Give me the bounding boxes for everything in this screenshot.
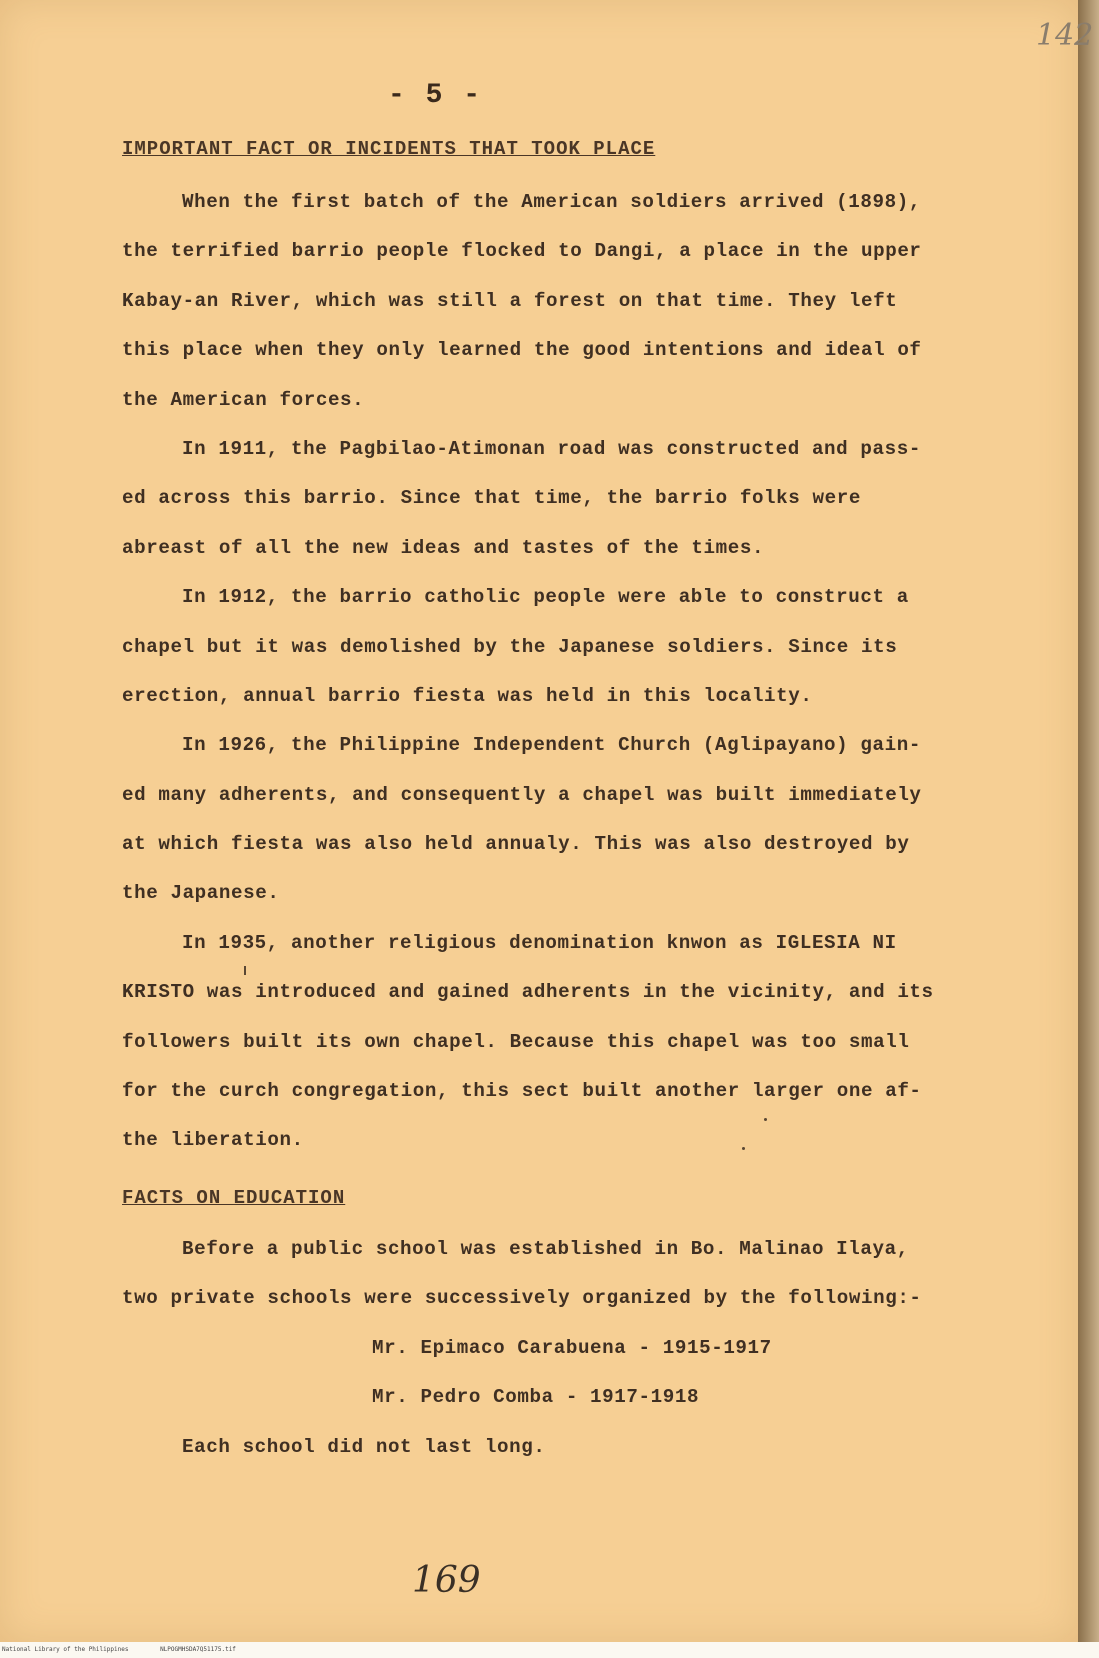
text-line: the Japanese. [122, 882, 280, 905]
footer-library: National Library of the Philippines [2, 1646, 129, 1653]
teacher-entry: Mr. Epimaco Carabuena - 1915-1917 [372, 1336, 772, 1359]
text-line: at which fiesta was also held annualy. This was also destroyed by [122, 833, 910, 856]
text-line: ed many adherents, and consequently a chapel was built immediately [122, 783, 922, 806]
text-line: chapel but it was demolished by the Japanese soldiers. Since its [122, 635, 898, 658]
text-line: Before a public school was established in Bo. Malinao Ilaya, [182, 1238, 909, 1260]
text-line: In 1926, the Philippine Independent Church (Aglipayano) gain- [182, 734, 921, 757]
text-line: erection, annual barrio fiesta was held in this locality. [122, 684, 813, 707]
text-line: ed across this barrio. Since that time, the barrio folks were [122, 487, 861, 510]
section-heading-important-facts: IMPORTANT FACT OR INCIDENTS THAT TOOK PLACE [122, 138, 656, 160]
section-heading-education: FACTS ON EDUCATION [122, 1187, 346, 1209]
teacher-entry: Mr. Pedro Comba - 1917-1918 [372, 1386, 700, 1409]
stray-mark [764, 1118, 767, 1121]
text-line: When the first batch of the American soldiers arrived (1898), [182, 191, 921, 213]
text-line: In 1935, another religious denomination knwon as IGLESIA NI [182, 931, 897, 954]
text-line: abreast of all the new ideas and tastes of the times. [122, 536, 765, 559]
text-line: In 1911, the Pagbilao-Atimonan road was constructed and pass- [182, 437, 921, 460]
text-line: the terrified barrio people flocked to Dangi, a place in the upper [122, 240, 922, 263]
footer-filename: NLPOGMHSDA7Q51175.tif [160, 1646, 236, 1653]
section-body-education [122, 1225, 967, 1472]
page-number: - 5 - [388, 80, 483, 111]
text-line: Kabay-an River, which was still a forest on that time. They left [122, 289, 898, 312]
text-line: Each school did not last long. [182, 1435, 546, 1458]
text-line: KRISTO was introduced and gained adherents in the vicinity, and its [122, 981, 934, 1004]
text-line: In 1912, the barrio catholic people were able to construct a [182, 586, 909, 609]
stray-mark [742, 1147, 745, 1150]
text-line: followers built its own chapel. Because this chapel was too small [122, 1030, 910, 1053]
text-line: the American forces. [122, 388, 365, 411]
scan-footer [2, 1646, 264, 1653]
handwritten-page-number: 169 [412, 1560, 481, 1601]
section-body-important-facts [122, 178, 967, 1166]
scan-right-edge [1078, 0, 1099, 1658]
text-line: this place when they only learned the good intentions and ideal of [122, 339, 922, 362]
text-line: two private schools were successively organized by the following:- [122, 1287, 922, 1310]
stray-mark [244, 966, 246, 975]
handwritten-corner-number: 142 [1036, 18, 1094, 53]
text-line: the liberation. [122, 1129, 304, 1152]
text-line: for the curch congregation, this sect built another larger one af- [122, 1080, 922, 1103]
